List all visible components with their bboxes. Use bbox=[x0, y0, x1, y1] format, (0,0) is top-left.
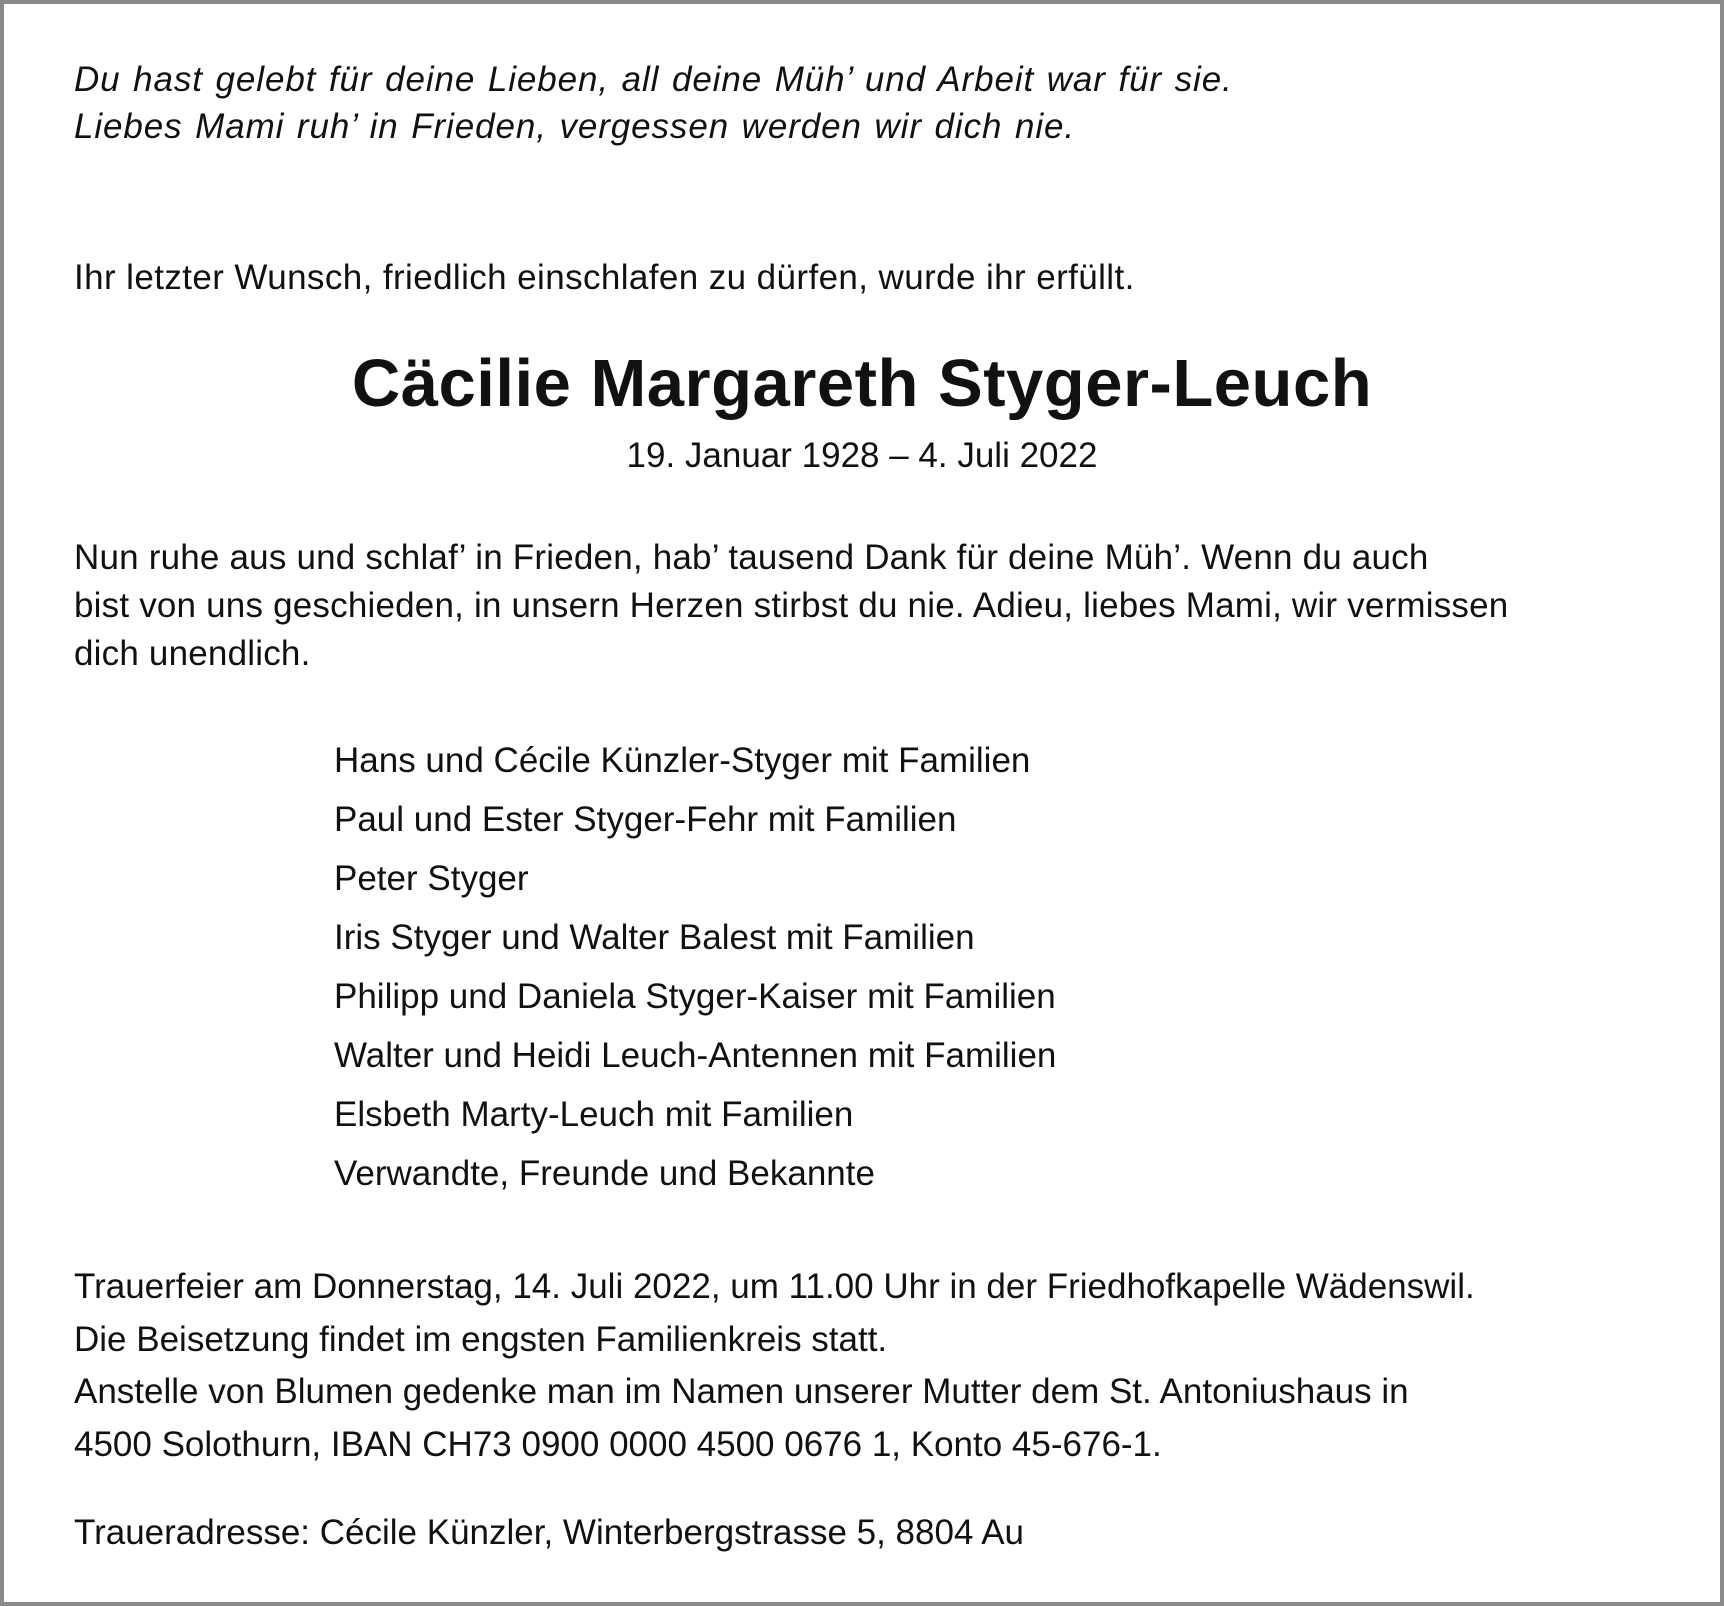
ceremony-line: Die Beisetzung findet im engsten Familienkreis statt. bbox=[74, 1319, 888, 1359]
mourner-entry: Hans und Cécile Künzler-Styger mit Familien bbox=[334, 741, 1031, 780]
mourner-entry: Elsbeth Marty-Leuch mit Familien bbox=[334, 1095, 854, 1134]
farewell-paragraph bbox=[74, 534, 1674, 678]
poem-verse bbox=[74, 56, 1233, 150]
mourner-entry: Paul und Ester Styger-Fehr mit Familien bbox=[334, 800, 957, 839]
mourner-entry: Peter Styger bbox=[334, 859, 529, 898]
ceremony-line: 4500 Solothurn, IBAN CH73 0900 0000 4500 0676 1, Konto 45-676-1. bbox=[74, 1424, 1162, 1464]
ceremony-line: Trauerfeier am Donnerstag, 14. Juli 2022, um 11.00 Uhr in der Friedhofkapelle Wädenswil. bbox=[74, 1267, 1475, 1306]
life-dates: 19. Januar 1928 – 4. Juli 2022 bbox=[626, 436, 1098, 475]
mourners-list bbox=[334, 731, 1056, 1203]
ceremony-details bbox=[74, 1261, 1475, 1471]
last-wish-text: Ihr letzter Wunsch, friedlich einschlafen zu dürfen, wurde ihr erfüllt. bbox=[74, 258, 1135, 297]
farewell-line: dich unendlich. bbox=[74, 634, 311, 673]
ceremony-line: Anstelle von Blumen gedenke man im Namen unserer Mutter dem St. Antoniushaus in bbox=[74, 1372, 1409, 1411]
mourner-entry: Verwandte, Freunde und Bekannte bbox=[334, 1154, 875, 1193]
mourner-entry: Iris Styger und Walter Balest mit Familien bbox=[334, 918, 975, 957]
mourner-entry: Walter und Heidi Leuch-Antennen mit Familien bbox=[334, 1036, 1057, 1075]
poem-line-2: Liebes Mami ruh’ in Frieden, vergessen werden wir dich nie. bbox=[74, 107, 1075, 146]
mourner-entry: Philipp und Daniela Styger-Kaiser mit Familien bbox=[334, 977, 1056, 1016]
farewell-line: bist von uns geschieden, in unsern Herzen stirbst du nie. Adieu, liebes Mami, wir vermissen bbox=[74, 586, 1509, 625]
mourning-address: Traueradresse: Cécile Künzler, Winterbergstrasse 5, 8804 Au bbox=[74, 1513, 1025, 1552]
farewell-line: Nun ruhe aus und schlaf’ in Frieden, hab’ tausend Dank für deine Müh’. Wenn du auch bbox=[74, 538, 1429, 577]
deceased-name: Cäcilie Margareth Styger-Leuch bbox=[351, 346, 1373, 421]
poem-line-1: Du hast gelebt für deine Lieben, all deine Müh’ und Arbeit war für sie. bbox=[74, 60, 1233, 99]
